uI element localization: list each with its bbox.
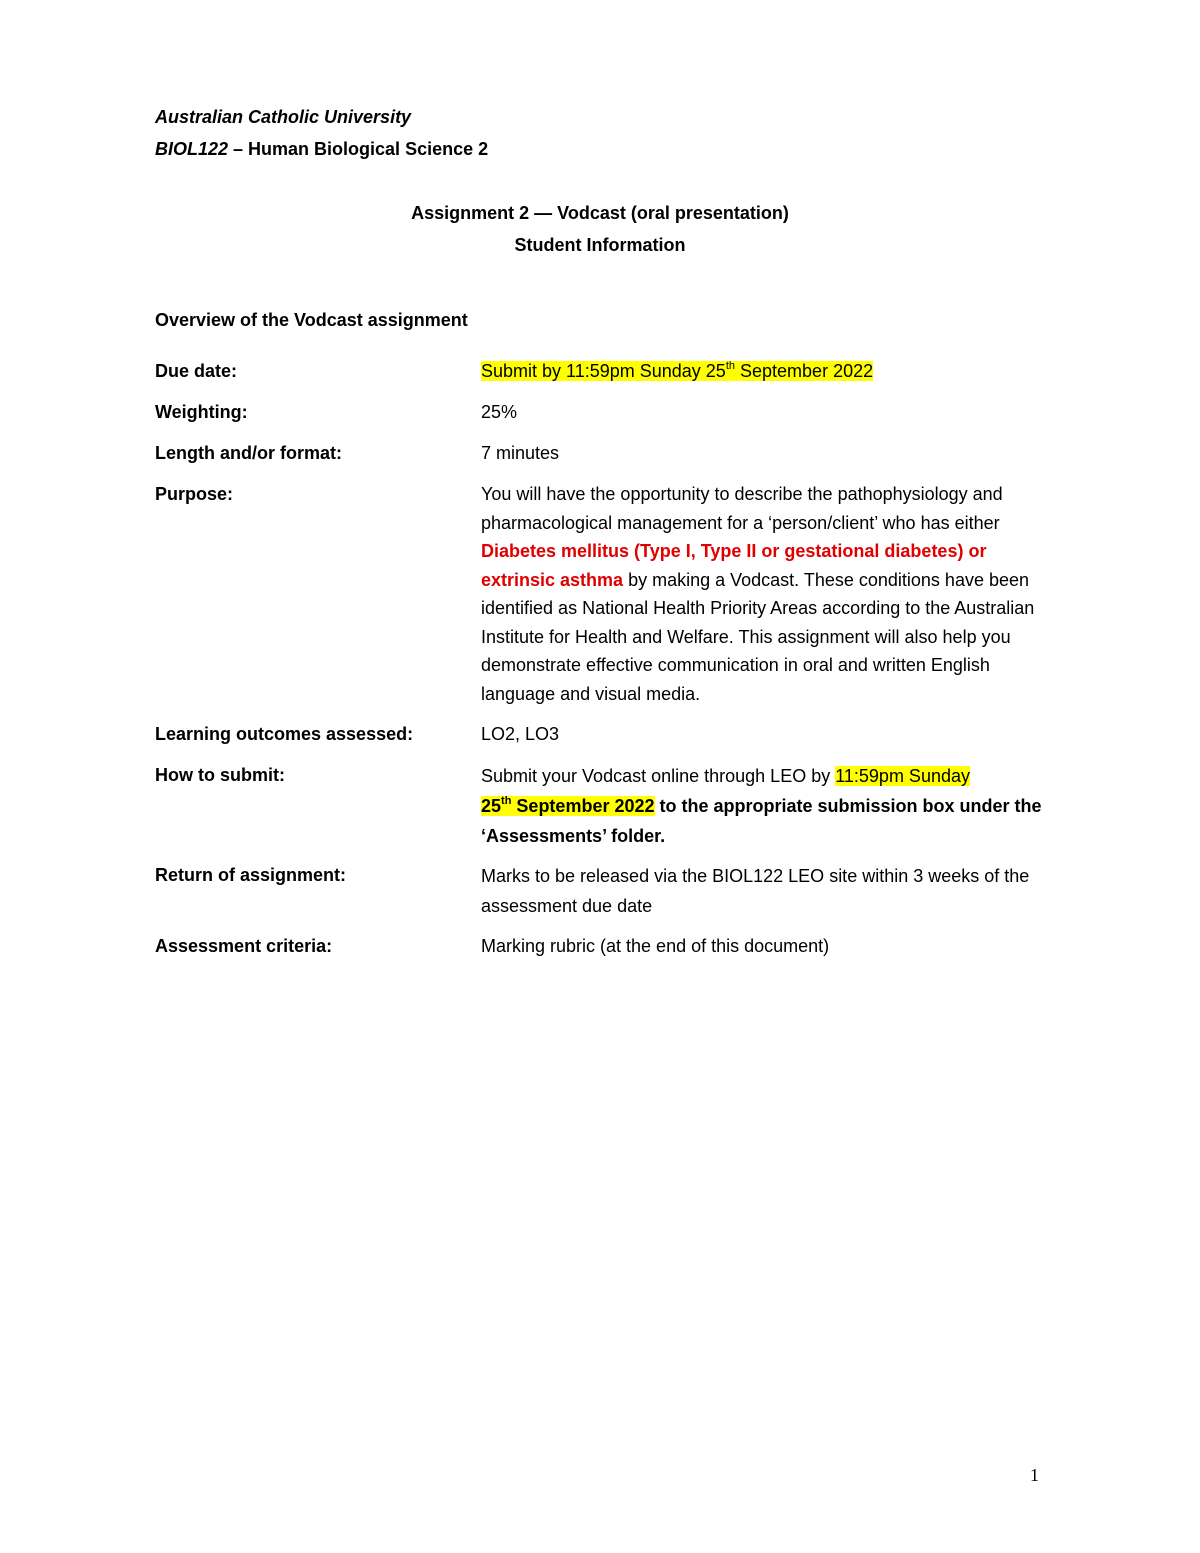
overview-heading: Overview of the Vodcast assignment: [155, 310, 468, 330]
submit-deadline-day: 25: [481, 796, 502, 816]
purpose-conditions: Diabetes mellitus (Type I, Type II or gestational diabetes) or extrinsic asthma: [481, 541, 987, 590]
due-date-highlight: [481, 361, 873, 381]
submit-text-1: Submit your Vodcast online through LEO by: [481, 766, 836, 786]
return-label: Return of assignment:: [155, 865, 347, 885]
course-name: Human Biological Science 2: [248, 139, 489, 159]
length-value: 7 minutes: [481, 443, 560, 463]
due-date-text: Submit by 11:59pm Sunday 25: [481, 361, 726, 381]
submit-deadline-1: 11:59pm Sunday: [835, 766, 970, 786]
course-code: BIOL122: [155, 139, 229, 159]
due-date-label: Due date:: [155, 361, 238, 381]
weighting-value: 25%: [481, 402, 518, 422]
submit-value: [481, 761, 1051, 851]
criteria-label: Assessment criteria:: [155, 936, 333, 956]
course-line: [155, 139, 488, 160]
due-date-sup: th: [725, 360, 736, 372]
length-label: Length and/or format:: [155, 443, 342, 463]
assignment-title: Assignment 2 — Vodcast (oral presentation): [411, 203, 789, 223]
purpose-text-2: by making a Vodcast. These conditions have been identified as National Health Priority Areas according to the Australian Institute for Health and Welfare. This assignment will also help you demonstrate effective communication in oral and written English language and visual media.: [481, 569, 1035, 704]
submit-deadline-sup: th: [501, 795, 512, 807]
due-date-text-end: September 2022: [735, 361, 874, 381]
return-value: Marks to be released via the BIOL122 LEO site within 3 weeks of the assessment due date: [481, 866, 1030, 916]
due-date-value: [481, 357, 1051, 386]
assignment-subtitle: Student Information: [514, 235, 686, 255]
university-name: Australian Catholic University: [155, 107, 412, 127]
submit-deadline-month: September 2022: [511, 796, 655, 816]
purpose-value: [481, 480, 1051, 708]
purpose-label: Purpose:: [155, 484, 234, 504]
outcomes-label: Learning outcomes assessed:: [155, 724, 414, 744]
submit-label: How to submit:: [155, 765, 285, 785]
criteria-value: Marking rubric (at the end of this document): [481, 936, 830, 956]
page-number: 1: [1030, 1465, 1039, 1485]
submit-text-2: to the appropriate submission box under the ‘Assessments’ folder.: [481, 796, 1042, 846]
weighting-label: Weighting:: [155, 402, 248, 422]
outcomes-value: LO2, LO3: [481, 724, 560, 744]
purpose-text-1: You will have the opportunity to describe the pathophysiology and pharmacological management for a ‘person/client’ who has either: [481, 484, 1003, 533]
course-separator: –: [228, 139, 249, 159]
submit-deadline-2: [481, 796, 655, 816]
